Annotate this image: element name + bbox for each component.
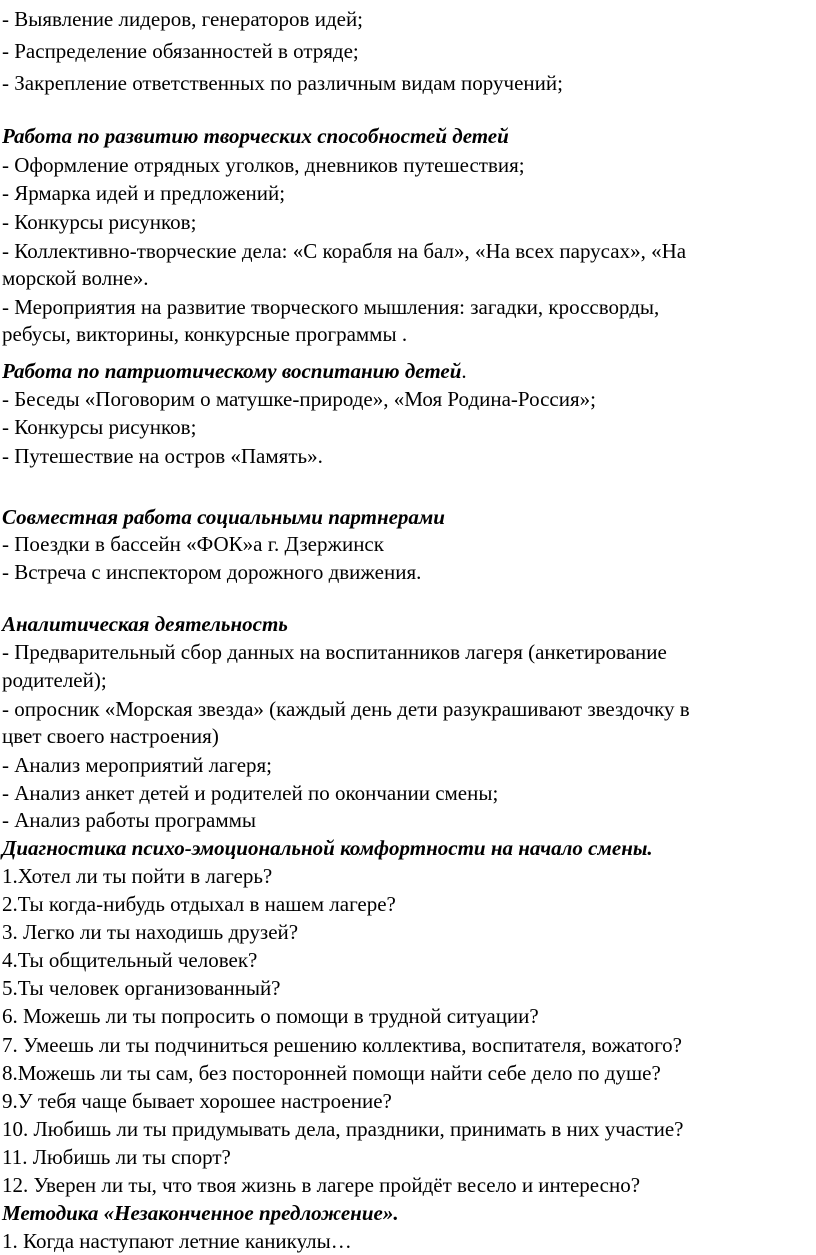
question-item: 9.У тебя чаще бывает хорошее настроение?	[2, 1089, 392, 1113]
text-line: - Поездки в бассейн «ФОК»а г. Дзержинск	[2, 532, 384, 556]
text-line: - Конкурсы рисунков;	[2, 415, 197, 439]
text-line: - Ярмарка идей и предложений;	[2, 181, 286, 205]
section-heading	[2, 357, 812, 385]
text-line: - Встреча с инспектором дорожного движения.	[2, 560, 422, 584]
text-line: - Конкурсы рисунков;	[2, 210, 197, 234]
section-heading: Диагностика психо-эмоциональной комфортности на начало смены.	[2, 836, 653, 860]
question-item: 6. Можешь ли ты попросить о помощи в трудной ситуации?	[2, 1004, 539, 1028]
text-line: - Анализ работы программы	[2, 808, 257, 832]
text-line: ребусы, викторины, конкурсные программы .	[2, 322, 408, 346]
section-heading-period: .	[461, 359, 467, 383]
question-item: 5.Ты человек организованный?	[2, 976, 281, 1000]
question-item: 10. Любишь ли ты придумывать дела, праздники, принимать в них участие?	[2, 1117, 684, 1141]
text-line: родителей);	[2, 668, 107, 692]
section-heading-text: Работа по патриотическому воспитанию детей	[2, 359, 462, 383]
text-line: 1. Когда наступают летние каникулы…	[2, 1229, 352, 1253]
section-heading: Методика «Незаконченное предложение».	[2, 1201, 399, 1225]
question-item: 12. Уверен ли ты, что твоя жизнь в лагере пройдёт весело и интересно?	[2, 1173, 641, 1197]
text-line: - Беседы «Поговорим о матушке-природе», «Моя Родина-Россия»;	[2, 387, 596, 411]
text-line: - Распределение обязанностей в отряде;	[2, 39, 359, 63]
text-line: - Коллективно-творческие дела: «С корабля на бал», «На всех парусах», «На	[2, 239, 687, 263]
question-item: 4.Ты общительный человек?	[2, 948, 258, 972]
text-line: - Мероприятия на развитие творческого мышления: загадки, кроссворды,	[2, 295, 660, 319]
text-line: - Предварительный сбор данных на воспитанников лагеря (анкетирование	[2, 640, 667, 664]
text-line: - Оформление отрядных уголков, дневников путешествия;	[2, 153, 525, 177]
question-item: 3. Легко ли ты находишь друзей?	[2, 920, 299, 944]
text-line: - Закрепление ответственных по различным видам поручений;	[2, 71, 563, 95]
text-line: цвет своего настроения)	[2, 724, 219, 748]
question-item: 8.Можешь ли ты сам, без посторонней помощи найти себе дело по душе?	[2, 1061, 661, 1085]
question-item: 11. Любишь ли ты спорт?	[2, 1145, 231, 1169]
text-line: - Путешествие на остров «Память».	[2, 444, 323, 468]
text-line: - Анализ анкет детей и родителей по окончании смены;	[2, 781, 499, 805]
section-heading: Работа по развитию творческих способностей детей	[2, 124, 509, 148]
question-item: 2.Ты когда-нибудь отдыхал в нашем лагере?	[2, 892, 396, 916]
section-heading: Аналитическая деятельность	[2, 612, 288, 636]
question-item: 7. Умеешь ли ты подчиниться решению коллектива, воспитателя, вожатого?	[2, 1033, 682, 1057]
text-line: - Выявление лидеров, генераторов идей;	[2, 7, 364, 31]
question-item: 1.Хотел ли ты пойти в лагерь?	[2, 864, 273, 888]
text-line: морской волне».	[2, 266, 149, 290]
text-line: - опросник «Морская звезда» (каждый день дети разукрашивают звездочку в	[2, 697, 690, 721]
text-line: - Анализ мероприятий лагеря;	[2, 753, 273, 777]
section-heading: Совместная работа социальными партнерами	[2, 505, 445, 529]
